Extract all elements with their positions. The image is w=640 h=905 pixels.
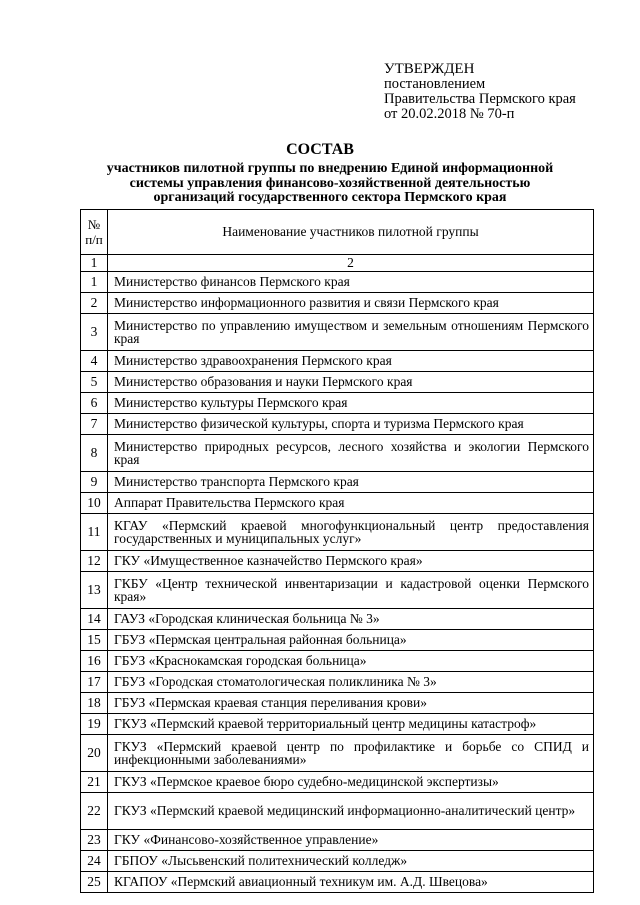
- column-index-name: 2: [108, 255, 594, 272]
- column-header-name: Наименование участников пилотной группы: [108, 210, 594, 255]
- participant-name: Министерство природных ресурсов, лесного хозяйства и экологии Пермского края: [108, 435, 594, 472]
- participant-name: Министерство культуры Пермского края: [108, 393, 594, 414]
- table-row: [81, 572, 594, 609]
- table-header-row: [81, 210, 594, 255]
- participant-name: Министерство информационного развития и связи Пермского края: [108, 293, 594, 314]
- table-row: [81, 351, 594, 372]
- table-row: [81, 872, 594, 893]
- participant-name: ГКУЗ «Пермское краевое бюро судебно-медицинской экспертизы»: [108, 772, 594, 793]
- participants-table: [80, 209, 594, 893]
- participant-name: ГКУ «Имущественное казначейство Пермского края»: [108, 551, 594, 572]
- row-number: 22: [81, 793, 108, 830]
- table-row: [81, 472, 594, 493]
- participant-name: ГКУЗ «Пермский краевой центр по профилактике и борьбе со СПИД и инфекционными заболеваниями»: [108, 735, 594, 772]
- table-row: [81, 272, 594, 293]
- participant-name: Аппарат Правительства Пермского края: [108, 493, 594, 514]
- participant-name: ГБУЗ «Пермская центральная районная больница»: [108, 630, 594, 651]
- row-number: 6: [81, 393, 108, 414]
- column-index-row: [81, 255, 594, 272]
- row-number: 21: [81, 772, 108, 793]
- table-row: [81, 651, 594, 672]
- table-row: [81, 693, 594, 714]
- row-number: 14: [81, 609, 108, 630]
- row-number: 9: [81, 472, 108, 493]
- approval-heading: УТВЕРЖДЕН: [384, 61, 475, 77]
- participant-name: Министерство здравоохранения Пермского края: [108, 351, 594, 372]
- participant-name: ГБУЗ «Краснокамская городская больница»: [108, 651, 594, 672]
- table-row: [81, 493, 594, 514]
- table-row: [81, 293, 594, 314]
- row-number: 11: [81, 514, 108, 551]
- approval-line: Правительства Пермского края: [384, 91, 576, 107]
- table-row: [81, 314, 594, 351]
- row-number: 1: [81, 272, 108, 293]
- table-row: [81, 772, 594, 793]
- document-title: СОСТАВ: [286, 141, 354, 158]
- participant-name: ГКБУ «Центр технической инвентаризации и кадастровой оценки Пермского края»: [108, 572, 594, 609]
- row-number: 3: [81, 314, 108, 351]
- participant-name: ГКУ «Финансово-хозяйственное управление»: [108, 830, 594, 851]
- row-number: 25: [81, 872, 108, 893]
- participant-name: ГБПОУ «Лысьвенский политехнический колледж»: [108, 851, 594, 872]
- participant-name: Министерство транспорта Пермского края: [108, 472, 594, 493]
- table-row: [81, 830, 594, 851]
- participant-name: Министерство физической культуры, спорта и туризма Пермского края: [108, 414, 594, 435]
- table-row: [81, 851, 594, 872]
- participant-name: КГАУ «Пермский краевой многофункциональный центр предоставления государственных и муниципальных услуг»: [108, 514, 594, 551]
- approval-stamp: [384, 62, 576, 122]
- row-number: 12: [81, 551, 108, 572]
- participant-name: Министерство образования и науки Пермского края: [108, 372, 594, 393]
- participant-name: Министерство финансов Пермского края: [108, 272, 594, 293]
- table-row: [81, 414, 594, 435]
- table-row: [81, 672, 594, 693]
- table-row: [81, 435, 594, 472]
- row-number: 20: [81, 735, 108, 772]
- subtitle-line: организаций государственного сектора Пермского края: [153, 190, 507, 205]
- row-number: 18: [81, 693, 108, 714]
- subtitle-line: системы управления финансово-хозяйственной деятельностью: [129, 175, 531, 191]
- row-number: 15: [81, 630, 108, 651]
- row-number: 13: [81, 572, 108, 609]
- table-row: [81, 793, 594, 830]
- table-row: [81, 714, 594, 735]
- participant-name: ГАУЗ «Городская клиническая больница № 3»: [108, 609, 594, 630]
- participant-name: Министерство по управлению имуществом и земельным отношениям Пермского края: [108, 314, 594, 351]
- column-index-number: 1: [81, 255, 108, 272]
- table-row: [81, 514, 594, 551]
- row-number: 10: [81, 493, 108, 514]
- participant-name: КГАПОУ «Пермский авиационный техникум им. А.Д. Швецова»: [108, 872, 594, 893]
- table-row: [81, 551, 594, 572]
- row-number: 7: [81, 414, 108, 435]
- subtitle-line: участников пилотной группы по внедрению Единой информационной: [106, 161, 554, 176]
- row-number: 4: [81, 351, 108, 372]
- table-row: [81, 609, 594, 630]
- table-row: [81, 735, 594, 772]
- participant-name: ГКУЗ «Пермский краевой территориальный центр медицины катастроф»: [108, 714, 594, 735]
- participant-name: ГБУЗ «Пермская краевая станция переливания крови»: [108, 693, 594, 714]
- row-number: 19: [81, 714, 108, 735]
- approval-date: от 20.02.2018 № 70-п: [384, 106, 515, 122]
- participant-name: ГБУЗ «Городская стоматологическая поликлиника № 3»: [108, 672, 594, 693]
- row-number: 17: [81, 672, 108, 693]
- document-subtitle: [60, 162, 600, 206]
- column-header-number: № п/п: [81, 210, 108, 255]
- row-number: 5: [81, 372, 108, 393]
- row-number: 24: [81, 851, 108, 872]
- row-number: 23: [81, 830, 108, 851]
- participant-name: ГКУЗ «Пермский краевой медицинский информационно-аналитический центр»: [108, 793, 594, 830]
- table-row: [81, 393, 594, 414]
- row-number: 16: [81, 651, 108, 672]
- row-number: 2: [81, 293, 108, 314]
- approval-line: постановлением: [384, 76, 486, 92]
- row-number: 8: [81, 435, 108, 472]
- table-row: [81, 630, 594, 651]
- table-row: [81, 372, 594, 393]
